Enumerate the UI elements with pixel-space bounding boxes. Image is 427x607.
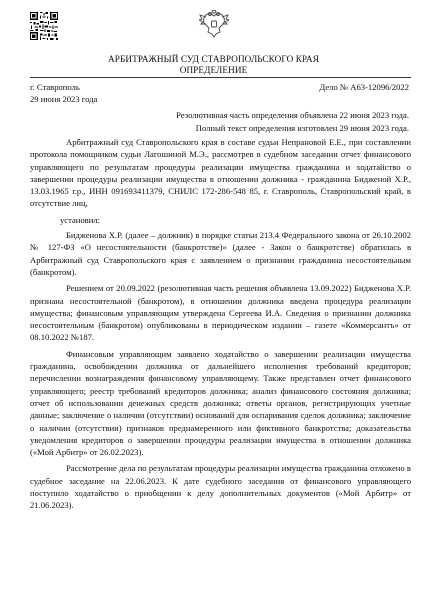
resolution-announced-note: Резолютивная часть определения объявлена 22 июня 2023 года. — [176, 110, 409, 120]
court-name: АРБИТРАЖНЫЙ СУД СТАВРОПОЛЬСКОГО КРАЯ — [108, 54, 319, 64]
paragraph-application: Бидженова Х.Р. (далее – должник) в порядке статьи 213.4 Федерального закона от 26.10.2002 № 127-ФЗ «О несостоятельности (банкротстве)» (далее - Закон о банкротстве) обратилась в Арбитражный суд Ставропольского края с заявлением о признании гражданина несостоятельным (банкротом). — [30, 230, 411, 277]
document-date: 29 июня 2023 года — [30, 94, 98, 104]
paragraph-intro: Арбитражный суд Ставропольского края в составе судьи Непрановой Е.Е., при составлении протокола помощником судьи Лагошиной М.Э., рассмотрев в судебном заседании отчет финансового управляющего по результатам процедуры реализации имущества гражданина и ходатайство о завершении процедуры реализации имущества в отношении должника - гражданина Бидженой Х.Р., 13.03.1965 г.р., ИНН 091693411379, СНИЛС 172-286-548 85, г. Ставрополь, Ставропольский край, в отсутствие лиц, — [30, 137, 411, 209]
document-body — [30, 136, 411, 516]
header-divider — [30, 77, 411, 78]
paragraph-petition: Финансовым управляющим заявлено ходатайство о завершении реализации имущества гражданина, освобождении должника от дальнейшего исполнения требований кредиторов; перечислении вознаграждения финансовому управляющему. Также представлен отчет финансового управляющего; реестр требований кредиторов должника; анализ финансового состояния должника; отчет об использовании денежных средств должника; ответы органов, регистрирующих учетные данные; заключение о наличии (отсутствии) оснований для оспаривания сделок должника; заключение о наличии (отсутствии) признаков преднамеренного или фиктивного банкротства; доказательства уведомления кредиторов о завершении процедуры реализации имущества в отношении должника («Мой Арбитр» от 26.02.2023). — [30, 348, 411, 458]
paragraph-hearing: Рассмотрение дела по результатам процедуры реализации имущества гражданина отложено в судебное заседание на 22.06.2023. К дате судебного заседания от финансового управляющего поступило ходатайство о приобщении к делу дополнительных документов («Мой Арбитр» от 21.06.2023). — [30, 463, 411, 511]
case-number: Дело № А63-12096/2022 — [319, 82, 409, 92]
established-heading: установил: — [60, 214, 101, 225]
coat-of-arms-emblem — [199, 10, 229, 38]
paragraph-decision: Решением от 20.09.2022 (резолютивная часть решения объявлена 13.09.2022) Бидженова Х.Р. признана несостоятельной (банкротом), в отношении должника введена процедура реализации имущества; финансовым управляющим утверждена Сергеева И.А. Сведения о признании должника несостоятельным (банкротом) опубликованы в периодическом издании – газете «Коммерсантъ» от 08.10.2022 №187. — [30, 283, 411, 343]
document-type: ОПРЕДЕЛЕНИЕ — [179, 65, 248, 75]
city: г. Ставрополь — [30, 82, 80, 92]
qr-code-icon — [30, 12, 58, 40]
full-text-date-note: Полный текст определения изготовлен 29 июня 2023 года. — [195, 123, 409, 133]
